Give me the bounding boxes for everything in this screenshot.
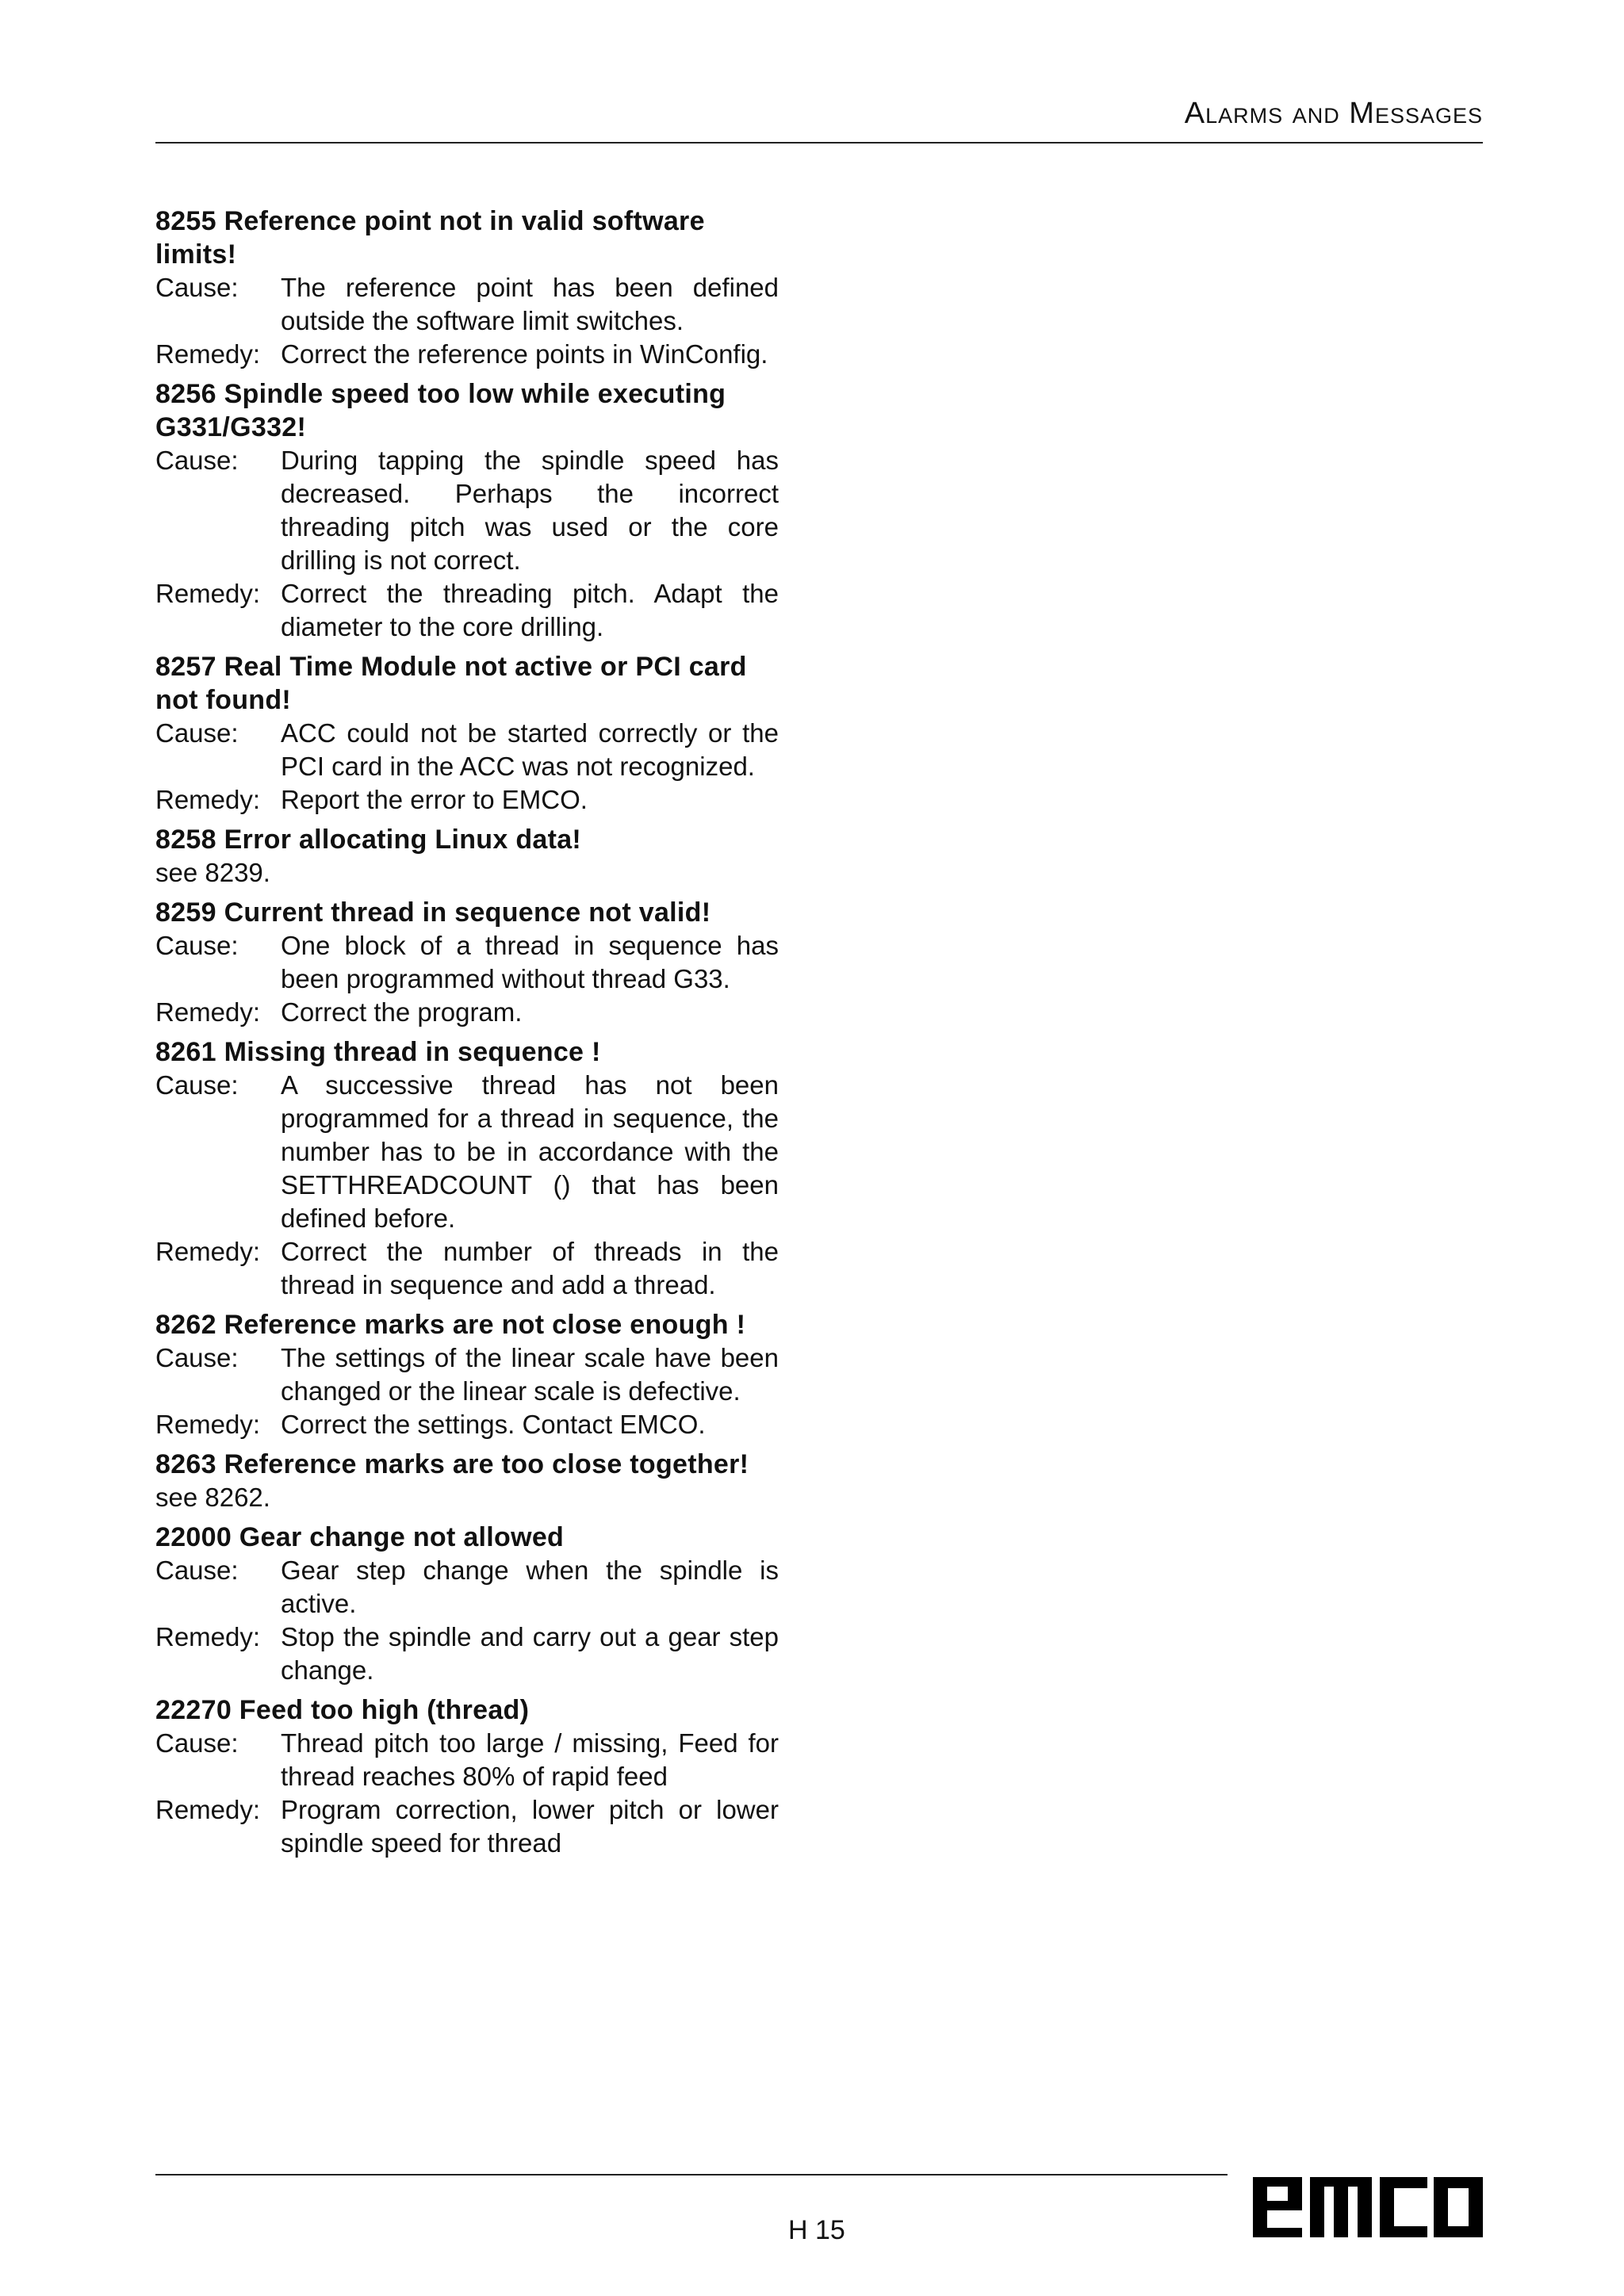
cause-row	[155, 271, 779, 338]
row-text: Correct the threading pitch. Adapt the diameter to the core drilling.	[281, 579, 779, 641]
page-number: H 15	[788, 2215, 845, 2245]
alarm-title: 8263 Reference marks are too close together!	[155, 1449, 749, 1479]
alarm-title: 8257 Real Time Module not active or PCI card not found!	[155, 652, 747, 715]
alarm-entry	[155, 1521, 779, 1687]
row-text: One block of a thread in sequence has been programmed without thread G33.	[281, 931, 779, 993]
row-text: The settings of the linear scale have been changed or the linear scale is defective.	[281, 1343, 779, 1406]
row-text: Correct the program.	[281, 997, 523, 1027]
cause-row	[155, 1069, 779, 1235]
alarm-entry	[155, 1693, 779, 1860]
alarm-entry	[155, 1448, 779, 1514]
cause-row	[155, 717, 779, 783]
row-label: Remedy:	[155, 785, 261, 814]
row-label: Remedy:	[155, 1410, 261, 1439]
cause-row	[155, 1727, 779, 1793]
row-label: Cause:	[155, 1556, 239, 1585]
row-text: During tapping the spindle speed has decreased. Perhaps the incorrect threading pitch was used or the core drilling is not correct.	[281, 446, 779, 575]
row-text: Correct the number of threads in the thread in sequence and add a thread.	[281, 1237, 779, 1299]
alarm-title: 8259 Current thread in sequence not valid!	[155, 897, 711, 928]
row-label: Cause:	[155, 1343, 239, 1372]
see-reference: see 8262.	[155, 1483, 270, 1512]
remedy-row	[155, 1408, 779, 1441]
remedy-row	[155, 1235, 779, 1302]
alarm-list	[155, 205, 779, 1866]
row-label: Cause:	[155, 931, 239, 960]
alarm-title: 8256 Spindle speed too low while executing G331/G332!	[155, 379, 726, 442]
alarm-title: 8258 Error allocating Linux data!	[155, 825, 582, 855]
alarm-entry	[155, 205, 779, 371]
cause-row	[155, 1554, 779, 1621]
see-reference: see 8239.	[155, 858, 270, 887]
remedy-row	[155, 1621, 779, 1687]
alarm-title: 8262 Reference marks are not close enough !	[155, 1310, 746, 1340]
row-text: Gear step change when the spindle is active.	[281, 1556, 779, 1618]
emco-logo	[1253, 2171, 1483, 2244]
alarm-title: 22000 Gear change not allowed	[155, 1522, 565, 1552]
alarm-entry	[155, 823, 779, 890]
row-text: Stop the spindle and carry out a gear step change.	[281, 1622, 779, 1685]
alarm-title: 8255 Reference point not in valid software limits!	[155, 206, 705, 270]
row-label: Remedy:	[155, 997, 261, 1027]
footer-divider	[155, 2174, 1228, 2175]
alarm-entry	[155, 1035, 779, 1302]
section-title: Alarms and Messages	[1184, 97, 1483, 130]
alarm-entry	[155, 896, 779, 1029]
alarm-entry	[155, 1308, 779, 1441]
row-label: Remedy:	[155, 579, 261, 608]
row-text: Correct the settings. Contact EMCO.	[281, 1410, 706, 1439]
row-text: A successive thread has not been programmed for a thread in sequence, the number has to be in accordance with the SETTHREADCOUNT () that has been defined before.	[281, 1070, 779, 1233]
cause-row	[155, 1341, 779, 1408]
remedy-row	[155, 996, 779, 1029]
row-text: Correct the reference points in WinConfig.	[281, 339, 768, 369]
row-text: Report the error to EMCO.	[281, 785, 588, 814]
row-text: Program correction, lower pitch or lower spindle speed for thread	[281, 1795, 779, 1858]
remedy-row	[155, 338, 779, 371]
row-label: Cause:	[155, 718, 239, 748]
row-text: The reference point has been defined outside the software limit switches.	[281, 273, 779, 335]
row-text: ACC could not be started correctly or the PCI card in the ACC was not recognized.	[281, 718, 779, 781]
alarm-entry	[155, 650, 779, 817]
header-divider	[155, 142, 1483, 144]
alarm-title: 8261 Missing thread in sequence !	[155, 1037, 601, 1067]
remedy-row	[155, 577, 779, 644]
row-text: Thread pitch too large / missing, Feed for thread reaches 80% of rapid feed	[281, 1728, 779, 1791]
row-label: Remedy:	[155, 1622, 261, 1651]
cause-row	[155, 929, 779, 996]
cause-row	[155, 444, 779, 577]
row-label: Remedy:	[155, 1237, 261, 1266]
row-label: Remedy:	[155, 339, 261, 369]
row-label: Cause:	[155, 1728, 239, 1758]
row-label: Cause:	[155, 446, 239, 475]
alarm-entry	[155, 377, 779, 644]
alarm-title: 22270 Feed too high (thread)	[155, 1695, 530, 1725]
remedy-row	[155, 1793, 779, 1860]
row-label: Cause:	[155, 273, 239, 302]
remedy-row	[155, 783, 779, 817]
row-label: Cause:	[155, 1070, 239, 1100]
row-label: Remedy:	[155, 1795, 261, 1824]
